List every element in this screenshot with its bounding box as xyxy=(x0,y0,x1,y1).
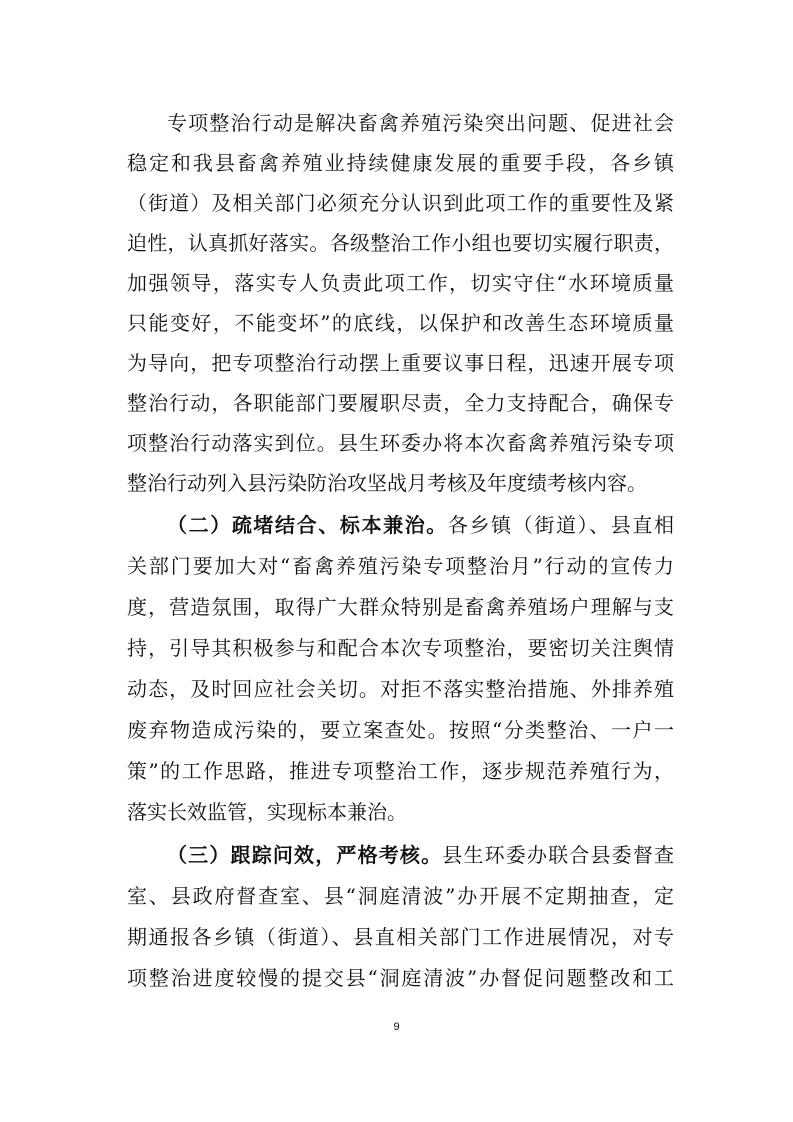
paragraph-1-line-3: （街道）及相关部门必须充分认识到此项工作的重要性及紧 xyxy=(127,191,674,215)
paragraph-2-line-6: 废弃物造成污染的，要立案查处。按照“分类整治、一户一 xyxy=(127,718,674,742)
paragraph-2-line-4: 持，引导其积极参与和配合本次专项整治，要密切关注舆情 xyxy=(127,636,674,660)
paragraph-3-line-2: 室、县政府督查室、县“洞庭清波”办开展不定期抽查，定 xyxy=(127,884,674,908)
section-heading-2: （二）疏堵结合、标本兼治。 xyxy=(167,513,448,537)
paragraph-3-line-3: 期通报各乡镇（街道）、县直相关部门工作进展情况，对专 xyxy=(127,925,674,949)
paragraph-2-first-rest: 各乡镇（街道）、县直相 xyxy=(447,513,675,537)
paragraph-2-line-1 xyxy=(167,505,674,545)
paragraph-1-line-7: 为导向，把专项整治行动摆上重要议事日程，迅速开展专项 xyxy=(127,351,674,375)
paragraph-1-line-9: 项整治行动落实到位。县生环委办将本次畜禽养殖污染专项 xyxy=(127,431,674,455)
paragraph-3-first-rest: 县生环委办联合县委督查 xyxy=(442,843,675,867)
paragraph-1-line-2: 稳定和我县畜禽养殖业持续健康发展的重要手段，各乡镇 xyxy=(127,151,674,175)
paragraph-2-line-2: 关部门要加大对“畜禽养殖污染专项整治月”行动的宣传力 xyxy=(127,554,674,578)
section-heading-3: （三）跟踪问效，严格考核。 xyxy=(167,843,443,867)
paragraph-1-line-10: 整治行动列入县污染防治攻坚战月考核及年度绩考核内容。 xyxy=(127,471,647,495)
paragraph-3-line-1 xyxy=(167,835,674,875)
paragraph-2-line-8: 落实长效监管，实现标本兼治。 xyxy=(127,800,407,824)
paragraph-1-line-6: 只能变好，不能变坏”的底线，以保护和改善生态环境质量 xyxy=(127,311,674,335)
paragraph-1-line-1: 专项整治行动是解决畜禽养殖污染突出问题、促进社会 xyxy=(167,111,674,135)
paragraph-2-line-3: 度，营造氛围，取得广大群众特别是畜禽养殖场户理解与支 xyxy=(127,595,674,619)
paragraph-1-line-4: 迫性，认真抓好落实。各级整治工作小组也要切实履行职责， xyxy=(127,231,674,255)
page-number: 9 xyxy=(393,1021,400,1033)
paragraph-1-line-5: 加强领导，落实专人负责此项工作，切实守住“水环境质量 xyxy=(127,271,674,295)
paragraph-1-line-8: 整治行动，各职能部门要履职尽责，全力支持配合，确保专 xyxy=(127,391,674,415)
paragraph-2-line-5: 动态，及时回应社会关切。对拒不落实整治措施、外排养殖 xyxy=(127,677,674,701)
paragraph-2-line-7: 策”的工作思路，推进专项整治工作，逐步规范养殖行为， xyxy=(127,759,674,783)
paragraph-3-line-4: 项整治进度较慢的提交县“洞庭清波”办督促问题整改和工 xyxy=(127,966,674,990)
